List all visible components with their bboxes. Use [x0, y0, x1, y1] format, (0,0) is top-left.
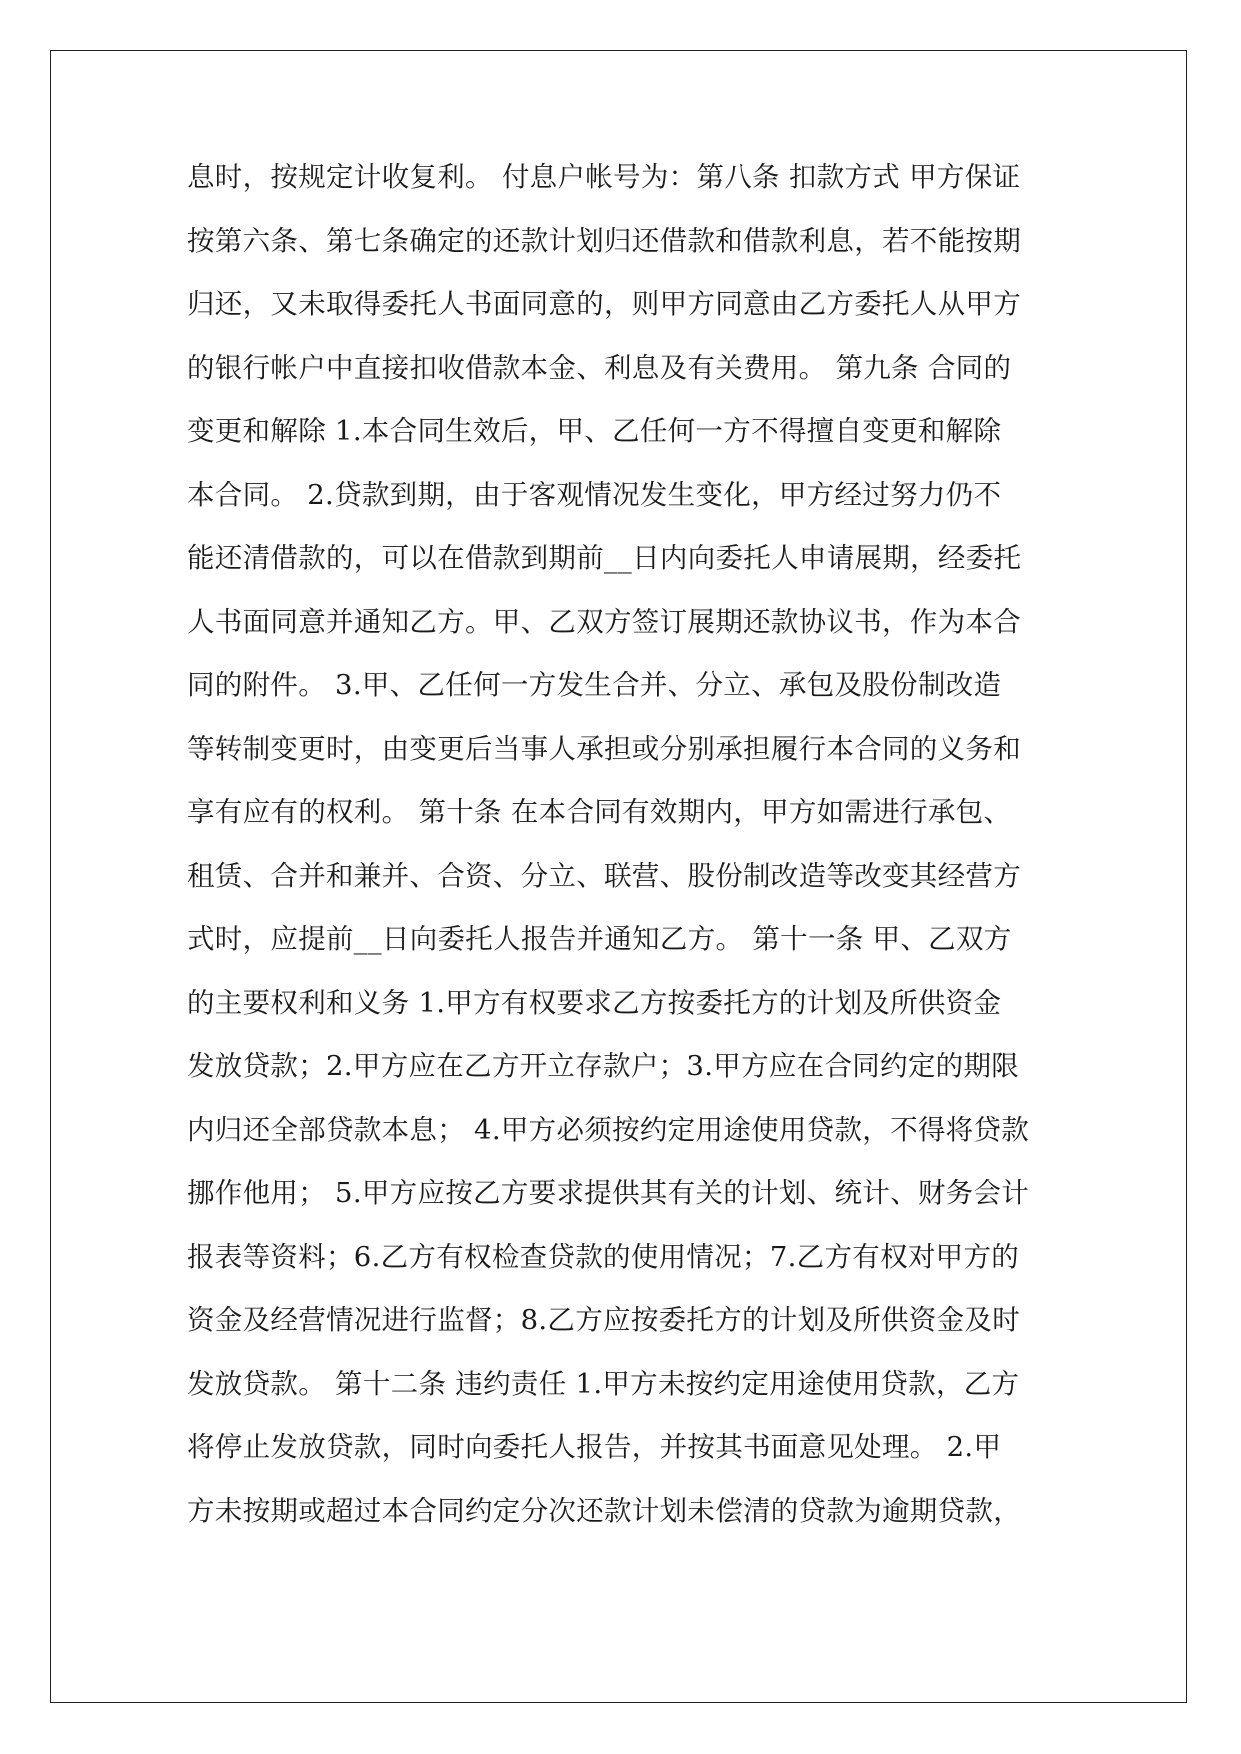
text-line: 内归还全部贷款本息； 4.甲方必须按约定用途使用贷款，不得将贷款 [187, 1113, 1030, 1146]
text-line: 的银行帐户中直接扣收借款本金、利息及有关费用。 第九条 合同的 [187, 351, 1012, 384]
text-line: 等转制变更时，由变更后当事人承担或分别承担履行本合同的义务和 [187, 732, 1021, 765]
text-line: 方未按期或超过本合同约定分次还款计划未偿清的贷款为逾期贷款， [187, 1494, 1021, 1527]
text-line: 发放贷款。 第十二条 违约责任 1.甲方未按约定用途使用贷款，乙方 [187, 1367, 1020, 1400]
contract-body-text [187, 160, 1057, 1557]
text-line: 息时，按规定计收复利。 付息户帐号为：第八条 扣款方式 甲方保证 [187, 161, 1021, 193]
text-line: 将停止发放贷款，同时向委托人报告，并按其书面意见处理。 2.甲 [187, 1431, 1002, 1463]
text-line: 的主要权利和义务 1.甲方有权要求乙方按委托方的计划及所供资金 [187, 986, 1002, 1019]
text-line: 式时，应提前__日向委托人报告并通知乙方。 第十一条 甲、乙双方 [187, 923, 1012, 955]
text-line: 同的附件。 3.甲、乙任何一方发生合并、分立、承包及股份制改造 [187, 669, 1002, 701]
text-line: 报表等资料；6.乙方有权检查贷款的使用情况；7.乙方有权对甲方的 [187, 1240, 1020, 1273]
text-line: 本合同。 2.贷款到期，由于客观情况发生变化，甲方经过努力仍不 [187, 478, 1002, 511]
text-line: 挪作他用； 5.甲方应按乙方要求提供其有关的计划、统计、财务会计 [187, 1177, 1030, 1209]
text-line: 归还，又未取得委托人书面同意的，则甲方同意由乙方委托人从甲方 [187, 288, 1021, 320]
text-line: 发放贷款；2.甲方应在乙方开立存款户；3.甲方应在合同约定的期限 [187, 1050, 1020, 1082]
text-line: 按第六条、第七条确定的还款计划归还借款和借款利息，若不能按期 [187, 224, 1021, 257]
text-line: 租赁、合并和兼并、合资、分立、联营、股份制改造等改变其经营方 [187, 859, 1021, 892]
text-line: 变更和解除 1.本合同生效后，甲、乙任何一方不得擅自变更和解除 [187, 415, 1002, 447]
text-line: 能还清借款的，可以在借款到期前__日内向委托人申请展期，经委托 [187, 542, 1022, 574]
text-line: 资金及经营情况进行监督；8.乙方应按委托方的计划及所供资金及时 [187, 1304, 1021, 1336]
text-line: 人书面同意并通知乙方。甲、乙双方签订展期还款协议书，作为本合 [187, 605, 1021, 638]
text-line: 享有应有的权利。 第十条 在本合同有效期内，甲方如需进行承包、 [187, 796, 1012, 828]
